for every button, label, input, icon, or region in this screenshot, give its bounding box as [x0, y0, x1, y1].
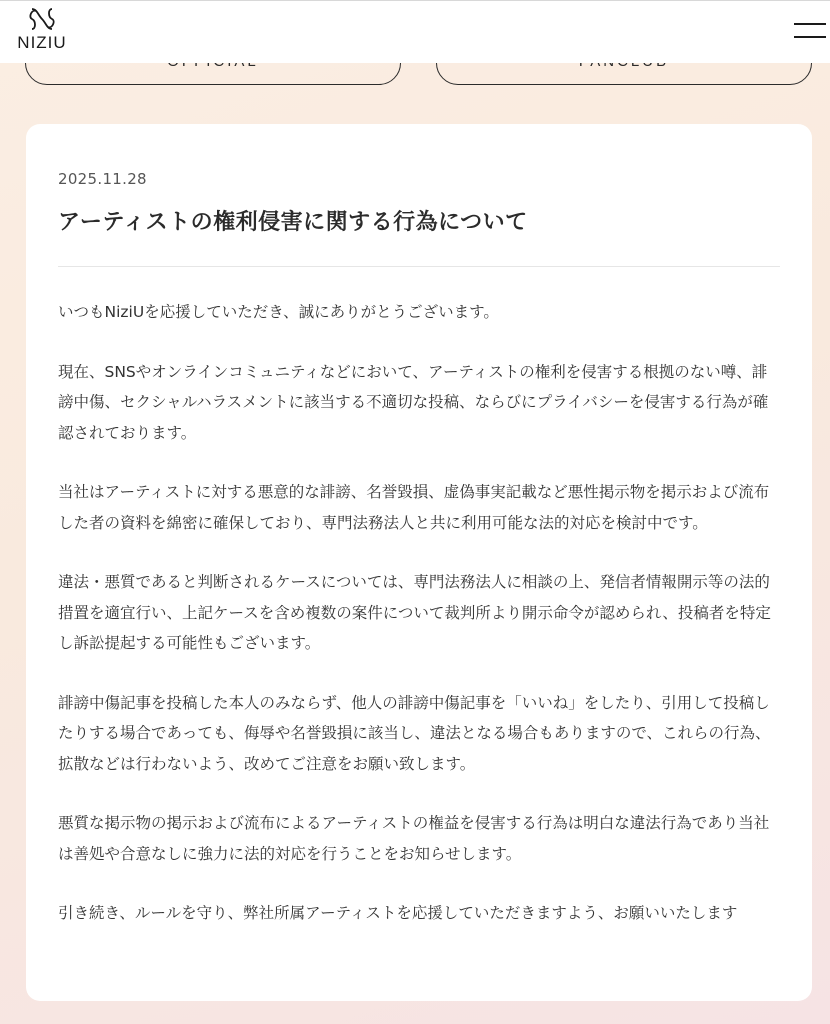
site-header — [0, 0, 830, 63]
article-date: 2025.11.28 — [58, 170, 147, 188]
hamburger-menu-icon[interactable] — [794, 19, 826, 43]
article-title: アーティストの権利侵害に関する行為について — [58, 210, 528, 235]
article-paragraph: 違法・悪質であると判断されるケースについては、専門法務法人に相談の上、発信者情報開示等の法的措置を適宜行い、上記ケースを含め複数の案件について裁判所より開示命令が認められ、投稿者を特定し訴訟提起する可能性もございます。 — [58, 573, 771, 652]
article-paragraph: 現在、SNSやオンラインコミュニティなどにおいて、アーティストの権利を侵害する根拠のない噂、誹謗中傷、セクシャルハラスメントに該当する不適切な投稿、ならびにプライバシーを侵害する行為が確認されております。 — [58, 362, 769, 442]
article-paragraph: 誹謗中傷記事を投稿した本人のみならず、他人の誹謗中傷記事を「いいね」をしたり、引用して投稿したりする場合であっても、侮辱や名誉毀損に該当し、違法となる場合もありますので、これらの行為、拡散などは行わないよう、改めてご注意をお願い致します。 — [58, 693, 771, 773]
logo[interactable] — [12, 7, 72, 57]
divider — [58, 266, 780, 267]
menu-line-top — [794, 23, 826, 25]
menu-line-bottom — [794, 36, 826, 38]
article-paragraph: 悪質な掲示物の掲示および流布によるアーティストの権益を侵害する行為は明白な違法行為であり当社は善処や合意なしに強力に法的対応を行うことをお知らせします。 — [58, 814, 770, 863]
article-paragraph: 当社はアーティストに対する悪意的な誹謗、名誉毀損、虚偽事実記載など悪性掲示物を掲示および流布した者の資料を綿密に確保しており、専門法務法人と共に利用可能な法的対応を検討中です。 — [58, 483, 770, 532]
logo-text: NIZIU — [17, 33, 67, 52]
article-paragraph: いつもNiziUを応援していただき、誠にありがとうございます。 — [58, 303, 499, 321]
niziu-logo-icon — [28, 7, 56, 31]
article-body — [58, 297, 780, 929]
article-paragraph: 引き続き、ルールを守り、弊社所属アーティストを応援していただきますよう、お願いいたします — [58, 904, 738, 922]
news-article-card — [26, 124, 812, 1001]
